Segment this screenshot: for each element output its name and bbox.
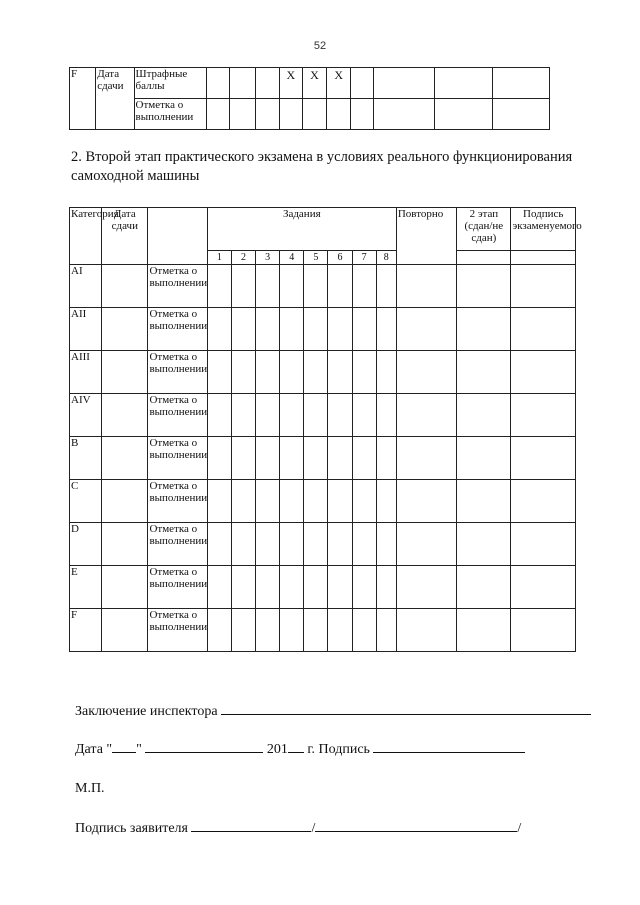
task-cell[interactable] [304,480,328,523]
table-row [70,394,576,437]
signature-cell[interactable] [511,351,576,394]
category-cell: D [70,523,102,566]
stage2-cell[interactable] [457,265,511,308]
task-cell[interactable] [280,394,304,437]
conclusion-line [75,701,591,721]
task-cell[interactable] [352,480,376,523]
signature-cell[interactable] [511,609,576,652]
header-tasks: Задания [207,208,396,251]
category-cell: E [70,566,102,609]
mark-cell[interactable] [279,99,302,130]
task-cell[interactable] [304,566,328,609]
mark-cell[interactable] [207,68,230,99]
category-cell: AIII [70,351,102,394]
task-cell[interactable] [256,265,280,308]
table-row [70,609,576,652]
task-cell[interactable] [280,308,304,351]
mark-cell[interactable] [434,68,492,99]
date-cell[interactable] [102,394,148,437]
task-cell[interactable] [280,609,304,652]
signature-cell[interactable] [511,394,576,437]
mark-cell[interactable] [230,68,255,99]
task-cell[interactable] [304,437,328,480]
task-cell[interactable] [231,480,255,523]
repeat-cell[interactable] [396,566,456,609]
date-cell[interactable] [102,523,148,566]
mark-cell[interactable] [351,68,374,99]
task-cell[interactable] [231,351,255,394]
conclusion-label: Заключение инспектора [75,704,218,719]
header-repeat: Повторно [396,208,456,265]
section-heading: 2. Второй этап практического экзамена в условиях реального функционирования самоходной машины [71,149,573,184]
task-cell[interactable] [231,609,255,652]
task-cell[interactable] [352,523,376,566]
header-stage2: 2 этап (сдан/не сдан) [457,208,511,251]
task-cell[interactable] [280,566,304,609]
task-cell[interactable] [352,609,376,652]
task-number: 6 [328,251,352,265]
mark-cell[interactable] [327,99,351,130]
row-label: Отметка о выполнении [148,566,207,609]
task-cell[interactable] [280,523,304,566]
stage2-cell[interactable] [457,609,511,652]
stage2-cell[interactable] [457,351,511,394]
task-number: 7 [352,251,376,265]
task-number: 4 [280,251,304,265]
task-cell[interactable] [231,308,255,351]
table-row [70,308,576,351]
task-cell[interactable] [207,265,231,308]
task-number: 5 [304,251,328,265]
row-label: Отметка о выполнении [148,394,207,437]
task-cell[interactable] [207,523,231,566]
page-number: 52 [313,40,327,52]
task-cell[interactable] [328,566,352,609]
row-label: Отметка о выполнении [148,437,207,480]
penalty-label: Штрафные баллы [134,68,207,99]
category-cell: AIV [70,394,102,437]
conclusion-field[interactable] [221,701,591,715]
task-cell[interactable] [328,523,352,566]
task-cell[interactable] [328,480,352,523]
task-cell[interactable] [256,566,280,609]
table-row [70,480,576,523]
task-cell[interactable] [328,437,352,480]
stage2-cell[interactable] [457,437,511,480]
task-cell[interactable] [376,437,396,480]
task-cell[interactable] [304,265,328,308]
table-row [70,265,576,308]
header-category: Категория [70,208,102,265]
task-cell[interactable] [280,480,304,523]
category-cell: AI [70,265,102,308]
row-label: Отметка о выполнении [148,265,207,308]
task-cell[interactable] [352,308,376,351]
top-table [69,67,550,130]
task-cell[interactable] [231,265,255,308]
signature-cell[interactable] [511,265,576,308]
task-cell[interactable] [352,566,376,609]
date-cell[interactable] [102,480,148,523]
mark-cell[interactable] [493,68,550,99]
task-cell[interactable] [328,308,352,351]
mark-cell[interactable] [374,68,435,99]
task-cell[interactable] [304,609,328,652]
task-cell[interactable] [352,394,376,437]
table-row [70,437,576,480]
task-cell[interactable] [328,394,352,437]
task-cell[interactable] [376,351,396,394]
task-cell[interactable] [256,308,280,351]
header-blank [148,208,207,265]
task-cell[interactable] [376,308,396,351]
task-number: 3 [256,251,280,265]
repeat-cell[interactable] [396,265,456,308]
row-label: Отметка о выполнении [148,351,207,394]
repeat-cell[interactable] [396,480,456,523]
date-label: Дата сдачи [96,68,134,130]
category-cell: AII [70,308,102,351]
task-cell[interactable] [207,609,231,652]
signature-cell[interactable] [511,480,576,523]
task-number: 1 [207,251,231,265]
task-cell[interactable] [231,437,255,480]
repeat-cell[interactable] [396,523,456,566]
stage2-blank [457,251,511,265]
table-row [70,351,576,394]
stage2-cell[interactable] [457,480,511,523]
task-cell[interactable] [256,480,280,523]
signature-cell[interactable] [511,523,576,566]
task-cell[interactable] [352,437,376,480]
repeat-cell[interactable] [396,437,456,480]
header-signature: Подпись экзаменуемого [511,208,576,251]
signature-blank [511,251,576,265]
repeat-cell[interactable] [396,609,456,652]
task-cell[interactable] [207,351,231,394]
mark-cell[interactable] [374,99,435,130]
slash: / [517,821,522,836]
signature-cell[interactable] [511,437,576,480]
date-cell[interactable] [102,566,148,609]
task-cell[interactable] [231,566,255,609]
task-cell[interactable] [376,480,396,523]
task-cell[interactable] [256,609,280,652]
date-cell[interactable] [102,265,148,308]
year-suffix: г. Подпись [307,742,370,757]
task-cell[interactable] [207,566,231,609]
task-cell[interactable] [256,523,280,566]
task-cell[interactable] [376,566,396,609]
row-label: Отметка о выполнении [148,480,207,523]
month-field[interactable] [145,739,263,753]
applicant-name-field[interactable] [315,818,517,832]
task-cell[interactable] [256,437,280,480]
mark-cell[interactable] [302,99,326,130]
task-cell[interactable] [376,265,396,308]
year-field[interactable] [288,739,304,753]
table-row [70,523,576,566]
task-cell[interactable] [256,351,280,394]
stage2-cell[interactable] [457,394,511,437]
category-cell: B [70,437,102,480]
date-cell[interactable] [102,308,148,351]
applicant-label: Подпись заявителя [75,821,188,836]
mark-cell[interactable]: X [279,68,302,99]
mark-cell[interactable]: X [302,68,326,99]
task-cell[interactable] [352,265,376,308]
stage2-cell[interactable] [457,566,511,609]
applicant-line [75,818,521,838]
table-row [70,566,576,609]
task-cell[interactable] [304,394,328,437]
task-cell[interactable] [280,265,304,308]
category-cell: C [70,480,102,523]
applicant-signature-field[interactable] [191,818,311,832]
task-cell[interactable] [376,609,396,652]
category-cell: F [70,68,96,130]
date-line [75,739,525,759]
mark-cell[interactable] [493,99,550,130]
task-number: 8 [376,251,396,265]
exam-table [69,207,582,652]
date-cell[interactable] [102,609,148,652]
repeat-cell[interactable] [396,351,456,394]
mark-cell[interactable] [230,99,255,130]
completion-label: Отметка о выполнении [134,99,207,130]
repeat-cell[interactable] [396,394,456,437]
task-cell[interactable] [280,351,304,394]
task-cell[interactable] [304,523,328,566]
task-cell[interactable] [256,394,280,437]
year-label: 201 [266,742,288,757]
task-cell[interactable] [207,308,231,351]
mark-cell[interactable] [255,68,279,99]
task-cell[interactable] [207,437,231,480]
date-quote-close: " [136,742,142,757]
task-cell[interactable] [328,265,352,308]
mark-cell[interactable] [207,99,230,130]
task-cell[interactable] [231,523,255,566]
date-cell[interactable] [102,437,148,480]
date-cell[interactable] [102,351,148,394]
stage2-cell[interactable] [457,523,511,566]
task-cell[interactable] [207,394,231,437]
task-cell[interactable] [304,308,328,351]
mark-cell[interactable]: X [327,68,351,99]
mark-cell[interactable] [434,99,492,130]
row-label: Отметка о выполнении [148,308,207,351]
category-cell: F [70,609,102,652]
task-cell[interactable] [376,394,396,437]
date-label: Дата " [75,742,113,757]
task-cell[interactable] [328,609,352,652]
task-cell[interactable] [376,523,396,566]
mark-cell[interactable] [351,99,374,130]
task-cell[interactable] [207,480,231,523]
row-label: Отметка о выполнении [148,523,207,566]
stage2-cell[interactable] [457,308,511,351]
mark-cell[interactable] [255,99,279,130]
row-label: Отметка о выполнении [148,609,207,652]
task-cell[interactable] [304,351,328,394]
task-cell[interactable] [352,351,376,394]
task-cell[interactable] [328,351,352,394]
task-cell[interactable] [231,394,255,437]
task-cell[interactable] [280,437,304,480]
day-field[interactable] [112,739,136,753]
stamp-label: М.П. [75,781,105,796]
signature-cell[interactable] [511,308,576,351]
task-number: 2 [231,251,255,265]
repeat-cell[interactable] [396,308,456,351]
slash: / [311,821,316,836]
inspector-signature-field[interactable] [373,739,525,753]
header-date: Дата сдачи [102,208,148,265]
signature-cell[interactable] [511,566,576,609]
